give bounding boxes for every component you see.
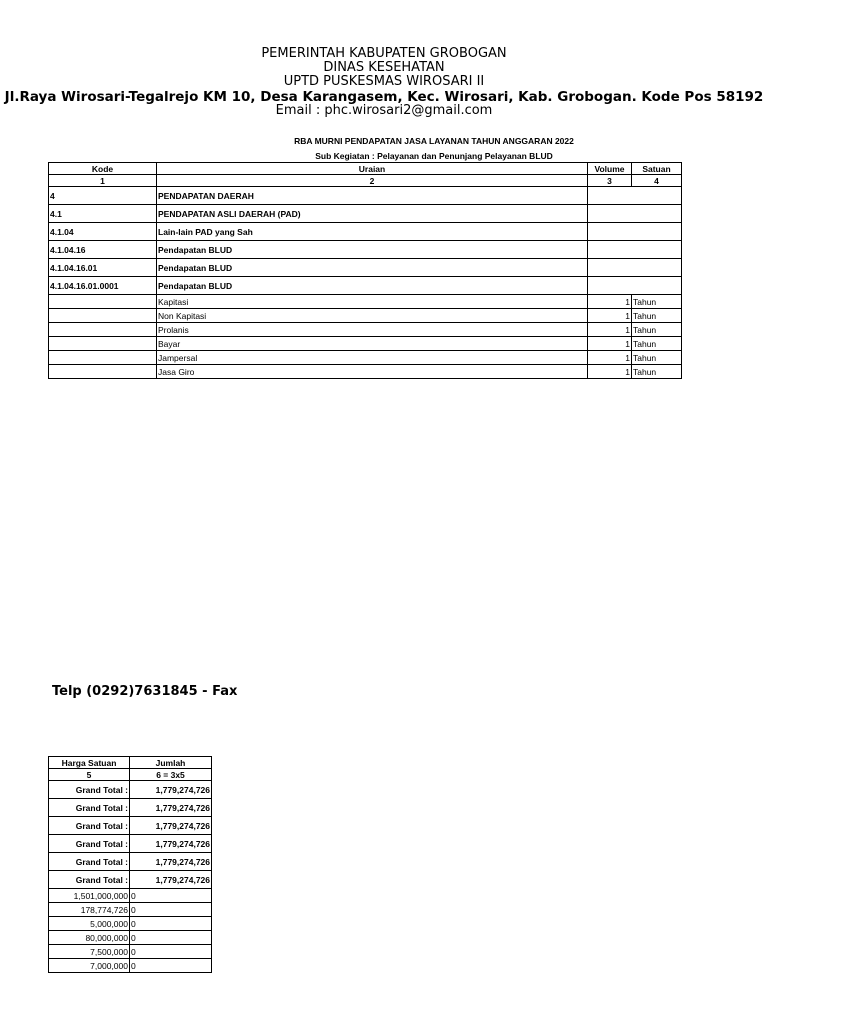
harga-satuan-cell: 7,500,000 <box>49 945 130 959</box>
kode-cell: 4.1.04 <box>49 223 157 241</box>
header-row <box>49 163 682 175</box>
uraian-cell: Bayar <box>157 337 588 351</box>
uraian-cell: Non Kapitasi <box>157 309 588 323</box>
volume-cell <box>588 187 632 205</box>
column-header-satuan: Satuan <box>632 163 682 175</box>
volume-cell <box>588 205 632 223</box>
group-row <box>49 259 682 277</box>
uraian-cell: Pendapatan BLUD <box>157 241 588 259</box>
column-number-row <box>49 769 212 781</box>
uraian-cell: Pendapatan BLUD <box>157 259 588 277</box>
item-row <box>49 365 682 379</box>
column-number-volume: 3 <box>588 175 632 187</box>
column-header-volume: Volume <box>588 163 632 175</box>
group-row <box>49 205 682 223</box>
amount-table <box>48 756 212 973</box>
harga-satuan-cell: 178,774,726 <box>49 903 130 917</box>
volume-cell <box>588 277 632 295</box>
group-row <box>49 187 682 205</box>
item-row <box>49 309 682 323</box>
kode-cell <box>49 351 157 365</box>
kode-cell <box>49 295 157 309</box>
volume-cell: 1 <box>588 337 632 351</box>
uraian-cell: PENDAPATAN ASLI DAERAH (PAD) <box>157 205 588 223</box>
grand-total-value: 1,779,274,726 <box>130 835 212 853</box>
grand-total-value: 1,779,274,726 <box>130 817 212 835</box>
group-row <box>49 241 682 259</box>
main-table <box>48 162 682 379</box>
uraian-cell: Kapitasi <box>157 295 588 309</box>
harga-satuan-cell: 1,501,000,000 <box>49 889 130 903</box>
kode-cell <box>49 323 157 337</box>
volume-cell: 1 <box>588 351 632 365</box>
amount-row <box>49 889 212 903</box>
item-row <box>49 295 682 309</box>
volume-cell: 1 <box>588 309 632 323</box>
kode-cell <box>49 309 157 323</box>
satuan-cell <box>632 187 682 205</box>
satuan-cell: Tahun <box>632 323 682 337</box>
satuan-cell: Tahun <box>632 309 682 323</box>
harga-satuan-cell: 5,000,000 <box>49 917 130 931</box>
header-line-2: DINAS KESEHATAN <box>323 60 445 75</box>
uraian-cell: Jasa Giro <box>157 365 588 379</box>
column-number-kode: 1 <box>49 175 157 187</box>
satuan-cell <box>632 241 682 259</box>
header-line-1: PEMERINTAH KABUPATEN GROBOGAN <box>261 46 507 61</box>
grand-total-value: 1,779,274,726 <box>130 853 212 871</box>
column-header-harga-satuan: Harga Satuan <box>49 757 130 769</box>
group-row <box>49 277 682 295</box>
grand-total-label: Grand Total : <box>49 817 130 835</box>
volume-cell <box>588 241 632 259</box>
column-number-uraian: 2 <box>157 175 588 187</box>
header-line-3: UPTD PUSKESMAS WIROSARI II <box>283 74 485 89</box>
grand-total-row <box>49 799 212 817</box>
volume-cell: 1 <box>588 365 632 379</box>
satuan-cell: Tahun <box>632 337 682 351</box>
column-number-harga-satuan: 5 <box>49 769 130 781</box>
grand-total-label: Grand Total : <box>49 781 130 799</box>
telp-text: Telp (0292)7631845 - Fax <box>52 684 238 699</box>
amount-row <box>49 959 212 973</box>
grand-total-row <box>49 817 212 835</box>
uraian-cell: Lain-lain PAD yang Sah <box>157 223 588 241</box>
kode-cell: 4.1.04.16 <box>49 241 157 259</box>
jumlah-cell: 0 <box>130 889 212 903</box>
item-row <box>49 337 682 351</box>
jumlah-cell: 0 <box>130 917 212 931</box>
amount-row <box>49 945 212 959</box>
jumlah-cell: 0 <box>130 903 212 917</box>
grand-total-label: Grand Total : <box>49 853 130 871</box>
kode-cell: 4 <box>49 187 157 205</box>
satuan-cell: Tahun <box>632 295 682 309</box>
group-row <box>49 223 682 241</box>
satuan-cell <box>632 277 682 295</box>
kode-cell: 4.1.04.16.01 <box>49 259 157 277</box>
jumlah-cell: 0 <box>130 931 212 945</box>
amount-row <box>49 931 212 945</box>
uraian-cell: Pendapatan BLUD <box>157 277 588 295</box>
jumlah-cell: 0 <box>130 945 212 959</box>
grand-total-label: Grand Total : <box>49 871 130 889</box>
grand-total-row <box>49 871 212 889</box>
column-number-row <box>49 175 682 187</box>
kode-cell: 4.1.04.16.01.0001 <box>49 277 157 295</box>
satuan-cell <box>632 259 682 277</box>
grand-total-row <box>49 853 212 871</box>
grand-total-label: Grand Total : <box>49 835 130 853</box>
column-header-jumlah: Jumlah <box>130 757 212 769</box>
satuan-cell: Tahun <box>632 365 682 379</box>
amount-row <box>49 903 212 917</box>
column-number-satuan: 4 <box>632 175 682 187</box>
document-title: RBA MURNI PENDAPATAN JASA LAYANAN TAHUN ANGGARAN 2022 <box>294 136 574 146</box>
volume-cell <box>588 223 632 241</box>
volume-cell: 1 <box>588 295 632 309</box>
uraian-cell: Prolanis <box>157 323 588 337</box>
grand-total-row <box>49 781 212 799</box>
grand-total-label: Grand Total : <box>49 799 130 817</box>
harga-satuan-cell: 7,000,000 <box>49 959 130 973</box>
amount-row <box>49 917 212 931</box>
satuan-cell <box>632 223 682 241</box>
kode-cell <box>49 337 157 351</box>
header-row <box>49 757 212 769</box>
volume-cell: 1 <box>588 323 632 337</box>
uraian-cell: PENDAPATAN DAERAH <box>157 187 588 205</box>
document-subtitle: Sub Kegiatan : Pelayanan dan Penunjang Pelayanan BLUD <box>315 151 553 161</box>
grand-total-value: 1,779,274,726 <box>130 871 212 889</box>
harga-satuan-cell: 80,000,000 <box>49 931 130 945</box>
column-header-uraian: Uraian <box>157 163 588 175</box>
item-row <box>49 351 682 365</box>
item-row <box>49 323 682 337</box>
grand-total-value: 1,779,274,726 <box>130 799 212 817</box>
grand-total-value: 1,779,274,726 <box>130 781 212 799</box>
uraian-cell: Jampersal <box>157 351 588 365</box>
volume-cell <box>588 259 632 277</box>
column-header-kode: Kode <box>49 163 157 175</box>
header-email: Email : phc.wirosari2@gmail.com <box>275 103 493 118</box>
header-address: Jl.Raya Wirosari-Tegalrejo KM 10, Desa Karangasem, Kec. Wirosari, Kab. Grobogan. Kode Pos 58192 <box>4 89 764 105</box>
jumlah-cell: 0 <box>130 959 212 973</box>
kode-cell <box>49 365 157 379</box>
kode-cell: 4.1 <box>49 205 157 223</box>
grand-total-row <box>49 835 212 853</box>
satuan-cell: Tahun <box>632 351 682 365</box>
column-number-jumlah: 6 = 3x5 <box>130 769 212 781</box>
satuan-cell <box>632 205 682 223</box>
